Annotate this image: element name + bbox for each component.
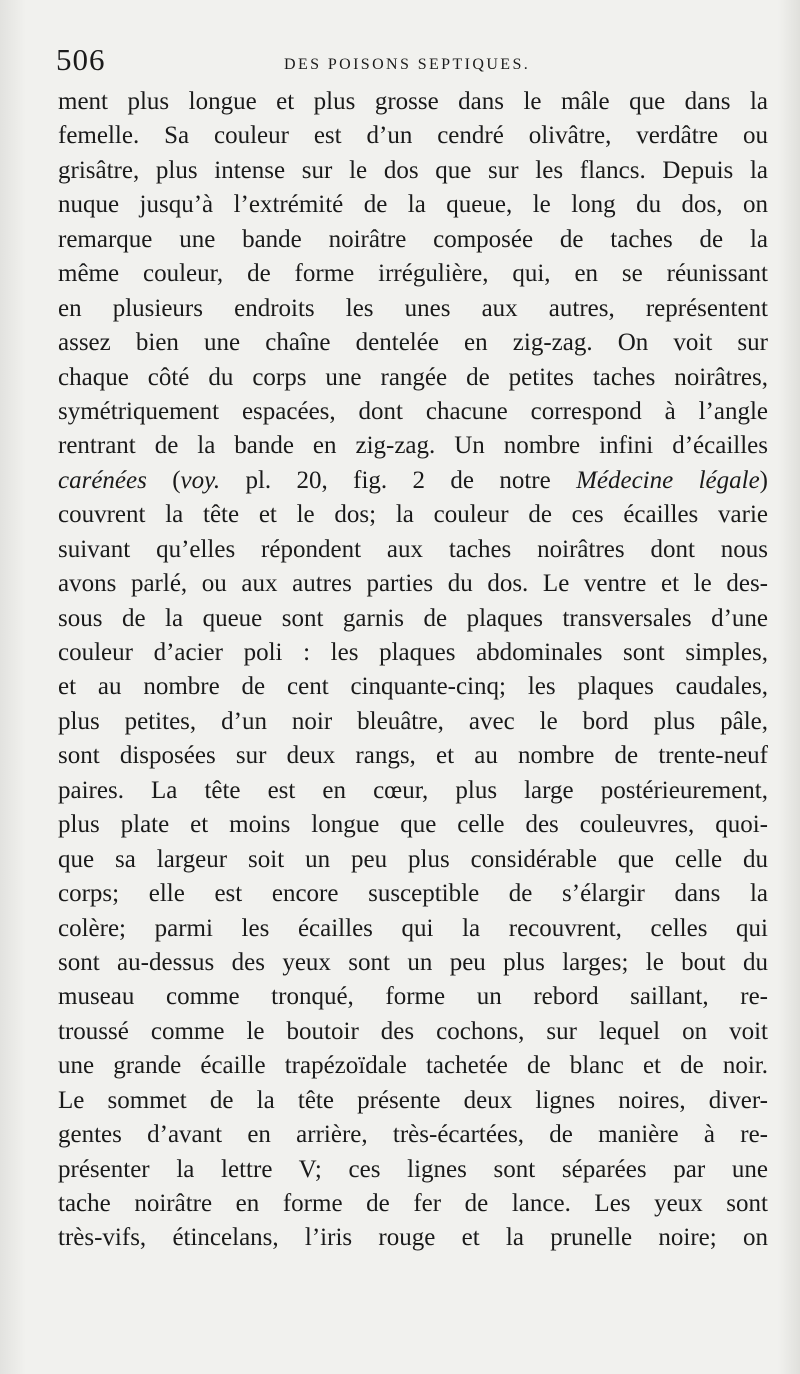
text-line: grisâtre, plus intense sur le dos que sur les flancs. Depuis la [58, 156, 768, 184]
text-line: troussé comme le boutoir des cochons, sur lequel on voit [58, 1017, 768, 1045]
text-line: présenter la lettre V; ces lignes sont séparées par une [58, 1155, 768, 1183]
text-line: sous de la queue sont garnis de plaques transversales d’une [58, 604, 768, 632]
citation-voy: voy. [180, 466, 221, 494]
text-line: femelle. Sa couleur est d’un cendré olivâtre, verdâtre ou [58, 122, 768, 150]
text-line: et au nombre de cent cinquante-cinq; les plaques caudales, [58, 673, 768, 701]
text-line: que sa largeur soit un peu plus considérable que celle du [58, 845, 768, 873]
text-line: couvrent la tête et le dos; la couleur de ces écailles varie [58, 501, 768, 529]
citation-close: ) [759, 466, 768, 494]
text-line: paires. La tête est en cœur, plus large postérieurement, [58, 776, 768, 804]
text-line: sont au-dessus des yeux sont un peu plus larges; le bout du [58, 948, 768, 976]
body-text [58, 85, 768, 1256]
text-line: même couleur, de forme irrégulière, qui, en se réunissant [58, 260, 768, 288]
page-number: 506 [56, 42, 106, 77]
text-line: une grande écaille trapézoïdale tachetée de blanc et de noir. [58, 1052, 768, 1080]
citation-open: ( [146, 466, 181, 494]
text-line: remarque une bande noirâtre composée de taches de la [58, 225, 768, 253]
text-line: sont disposées sur deux rangs, et au nombre de trente-neuf [58, 742, 768, 770]
text-line: colère; parmi les écailles qui la recouvrent, celles qui [58, 914, 768, 942]
citation-plate: pl. 20, fig. 2 de notre [220, 466, 577, 494]
running-head: DES POISONS SEPTIQUES. [284, 56, 531, 73]
italic-word: carénées [58, 466, 147, 494]
text-line: suivant qu’elles répondent aux taches noirâtres dont nous [58, 535, 768, 563]
text-line: assez bien une chaîne dentelée en zig-zag. On voit sur [58, 329, 768, 357]
page-left-shadow [0, 0, 26, 1374]
text-line-with-citation [58, 464, 768, 498]
text-line: Le sommet de la tête présente deux lignes noires, diver- [58, 1086, 768, 1114]
text-line: en plusieurs endroits les unes aux autres, représentent [58, 294, 768, 322]
text-line: museau comme tronqué, forme un rebord saillant, re- [58, 983, 768, 1011]
text-line: chaque côté du corps une rangée de petites taches noirâtres, [58, 363, 768, 391]
text-line: avons parlé, ou aux autres parties du dos. Le ventre et le des- [58, 570, 768, 598]
text-line: rentrant de la bande en zig-zag. Un nombre infini d’écailles [58, 432, 768, 460]
text-line: couleur d’acier poli : les plaques abdominales sont simples, [58, 639, 768, 666]
text-line: tache noirâtre en forme de fer de lance. Les yeux sont [58, 1190, 768, 1217]
citation-title: Médecine légale [576, 466, 760, 494]
text-line: corps; elle est encore susceptible de s’élargir dans la [58, 880, 768, 908]
text-line: très-vifs, étincelans, l’iris rouge et la prunelle noire; on [58, 1224, 768, 1252]
page-right-shadow [778, 0, 800, 1374]
text-line: nuque jusqu’à l’extrémité de la queue, le long du dos, on [58, 191, 768, 219]
text-line: plus plate et moins longue que celle des couleuvres, quoi- [58, 811, 768, 839]
page-header [52, 42, 772, 82]
text-line: plus petites, d’un noir bleuâtre, avec le bord plus pâle, [58, 707, 768, 735]
text-line: ment plus longue et plus grosse dans le mâle que dans la [58, 88, 768, 115]
text-line: symétriquement espacées, dont chacune correspond à l’angle [58, 397, 768, 425]
text-line: gentes d’avant en arrière, très-écartées, de manière à re- [58, 1121, 768, 1149]
